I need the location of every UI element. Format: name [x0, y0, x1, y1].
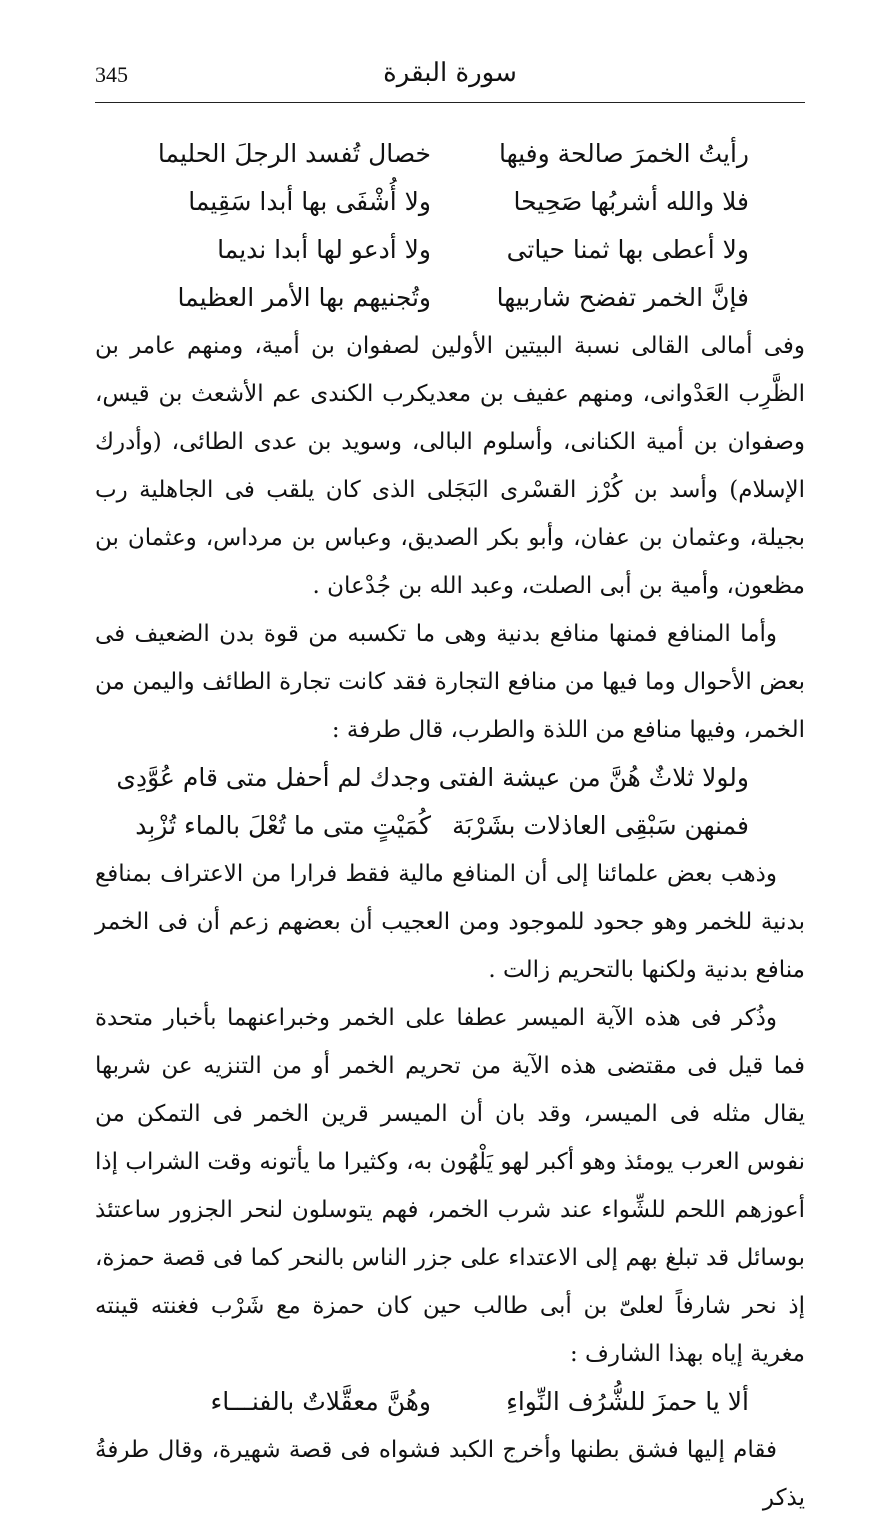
paragraph-benefits: وأما المنافع فمنها منافع بدنية وهى ما تكسبه من قوة بدن الضعيف فى بعض الأحوال وما فيها من منافع التجارة فقد كانت تجارة الطائف واليمن من الخمر، وفيها منافع من اللذة والطرب، قال طرفة :	[95, 621, 805, 743]
verse-line	[95, 178, 805, 226]
poem-block-1	[95, 130, 805, 322]
verse-first-hemistich: فإنَّ الخمر تفضح شاربيها	[496, 283, 749, 312]
running-title: سورة البقرة	[383, 58, 517, 88]
verse-first-hemistich: ألا يا حمزَ للشُّرُف النِّواءِ	[506, 1387, 749, 1416]
verse-first-hemistich: رأيتُ الخمرَ صالحة وفيها	[498, 139, 749, 168]
verse-line-hamza	[95, 1378, 805, 1426]
verse-line	[95, 802, 805, 850]
verse-second-hemistich: وتُجنيهم بها الأمر العظيما	[177, 283, 431, 312]
verse-second-hemistich: كُمَيْتٍ متى ما تُعْلَ بالماء تُزْبِد	[135, 811, 431, 840]
verse-second-hemistich: ولا أُشْفَى بها أبدا سَقِيما	[188, 187, 431, 216]
verse-second-hemistich: وهُنَّ معقَّلاتٌ بالفنـــاء	[210, 1387, 431, 1416]
poem-block-2	[95, 754, 805, 850]
paragraph-story: فقام إليها فشق بطنها وأخرج الكبد فشواه فى قصة شهيرة، وقال طرفةُ يذكر	[95, 1437, 805, 1511]
verse-first-hemistich: فلا والله أشربُها صَحِيحا	[513, 187, 749, 216]
verse-second-hemistich: خصال تُفسد الرجلَ الحليما	[157, 139, 431, 168]
verse-line	[95, 754, 805, 802]
verse-first-hemistich: ولا أعطى بها ثمنا حياتى	[506, 235, 749, 264]
page-header	[95, 58, 805, 100]
verse-line	[95, 130, 805, 178]
verse-line	[95, 226, 805, 274]
verse-line	[95, 274, 805, 322]
paragraph-scholars: وذهب بعض علمائنا إلى أن المنافع مالية فقط فرارا من الاعتراف بمنافع بدنية للخمر وهو جحود للموجود ومن العجيب أن بعضهم زعم أن فى الخمر منافع بدنية ولكنها بالتحريم زالت .	[95, 861, 805, 983]
page-number: 345	[95, 62, 128, 87]
paragraph-poets: وفى أمالى القالى نسبة البيتين الأولين لصفوان بن أمية، ومنهم عامر بن الظَّرِب العَدْوانى، ومنهم عفيف بن معديكرب الكندى عم الأشعث بن قيس، وصفوان بن أمية الكنانى، وأسلوم البالى، وسويد بن عدى الطائى، (وأدرك الإسلام) وأسد بن كُرْز القسْرى البَجَلى الذى كان يلقب فى الجاهلية رب بجيلة، وعثمان بن عفان، وأبو بكر الصديق، وعباس بن مرداس، وعثمان بن مظعون، وأمية بن أبى الصلت، وعبد الله بن جُدْعان .	[95, 333, 805, 599]
page-body	[95, 130, 805, 1522]
verse-first-hemistich: فمنهن سَبْقِى العاذلات بشَرْبَة	[452, 811, 749, 840]
verse-second-hemistich: وجدك لم أحفل متى قام عُوَّدِى	[116, 763, 431, 792]
paragraph-maysir: وذُكر فى هذه الآية الميسر عطفا على الخمر وخبراعنهما بأخبار متحدة فما قيل فى مقتضى هذه الآية من تحريم الخمر أو من التنزيه عن شربها يقال مثله فى الميسر، وقد بان أن الميسر قرين الخمر فى التمكن من نفوس العرب يومئذ وهو أكبر لهو يَلْهُون به، وكثيرا ما يأتونه وقت الشراب إذا أعوزهم اللحم للشِّواء عند شرب الخمر، فهم يتوسلون لنحر الجزور ساعتئذ بوسائل قد تبلغ بهم إلى الاعتداء على جزر الناس بالنحر كما فى قصة حمزة، إذ نحر شارفاً لعلىّ بن أبى طالب حين كان حمزة مع شَرْب فغنته قينته مغرية إياه بهذا الشارف :	[95, 1005, 805, 1367]
header-rule	[95, 102, 805, 103]
verse-first-hemistich: ولولا ثلاثٌ هُنَّ من عيشة الفتى	[438, 763, 749, 792]
verse-second-hemistich: ولا أدعو لها أبدا نديما	[217, 235, 431, 264]
